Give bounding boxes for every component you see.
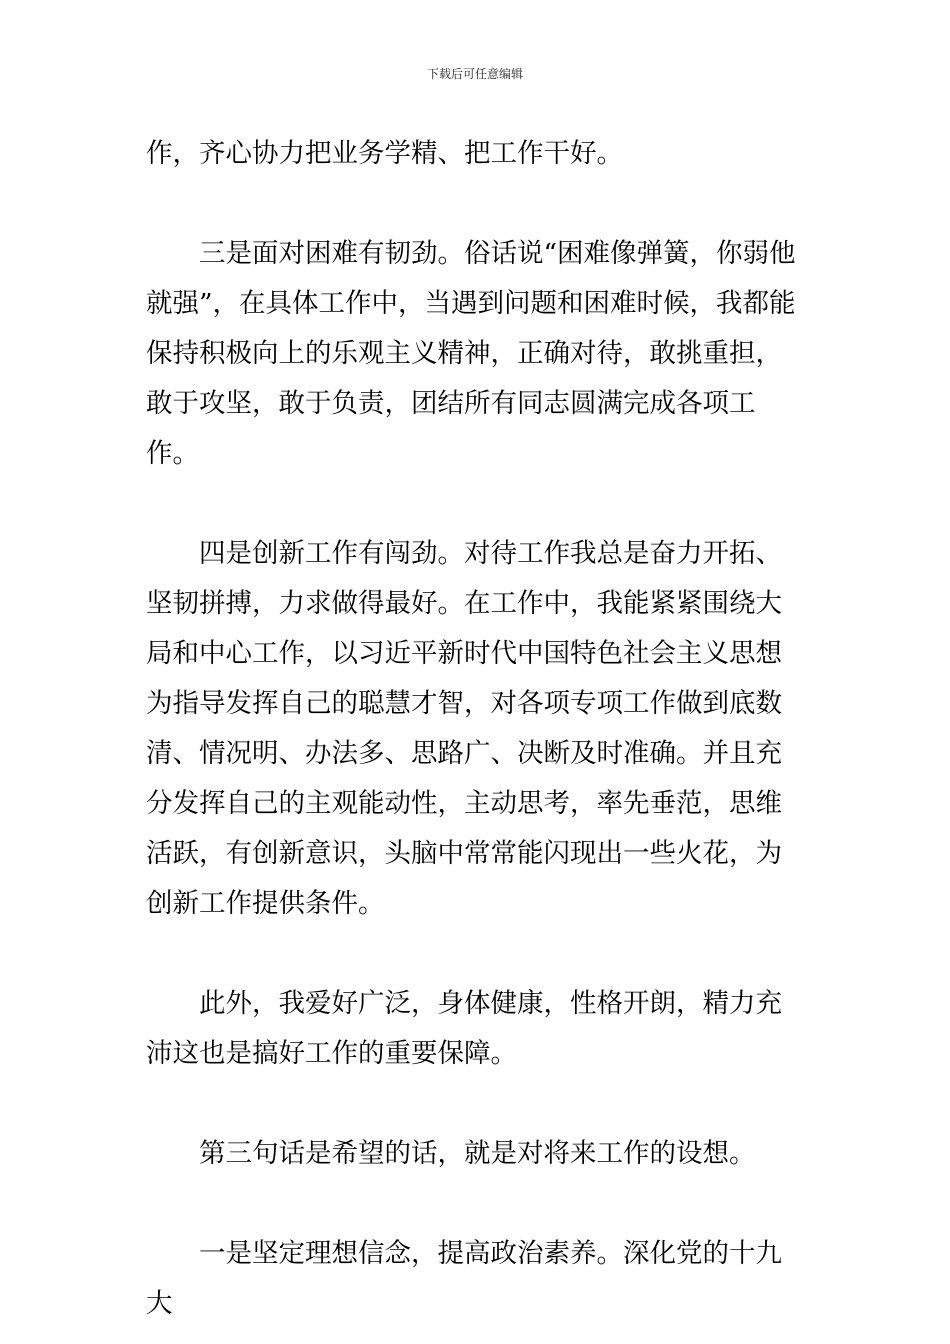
header-note: 下载后可任意编辑	[426, 67, 523, 81]
paragraph-additional: 此外，我爱好广泛，身体健康，性格开朗，精力充沛这也是搞好工作的重要保障。	[146, 988, 782, 1069]
document-body	[146, 129, 806, 1329]
paragraph-spacer	[146, 479, 806, 529]
paragraph-point-one: 一是坚定理想信念，提高政治素养。深化党的十九大	[146, 1238, 782, 1319]
paragraph-point-three: 三是面对困难有韧劲。俗话说“困难像弹簧，你弱他就强”，在具体工作中，当遇到问题和困难时候，我都能保持积极向上的乐观主义精神，正确对待，敢挑重担，敢于攻坚，敢于负责，团结所有同志圆满完成各项工作。	[146, 238, 796, 469]
paragraph-continuation: 作，齐心协力把业务学精、把工作干好。	[146, 138, 623, 169]
paragraph-spacer	[146, 1079, 806, 1129]
paragraph-spacer	[146, 1179, 806, 1229]
paragraph-section-heading: 第三句话是希望的话，就是对将来工作的设想。	[199, 1138, 756, 1169]
paragraph-spacer	[146, 929, 806, 979]
paragraph-spacer	[146, 179, 806, 229]
paragraph-point-four: 四是创新工作有闯劲。对待工作我总是奋力开拓、坚韧拼搏，力求做得最好。在工作中，我能紧紧围绕大局和中心工作，以习近平新时代中国特色社会主义思想为指导发挥自己的聪慧才智，对各项专项工作做到底数清、情况明、办法多、思路广、决断及时准确。并且充分发挥自己的主观能动性，主动思考，率先垂范，思维活跃，有创新意识，头脑中常常能闪现出一些火花，为创新工作提供条件。	[146, 538, 782, 919]
